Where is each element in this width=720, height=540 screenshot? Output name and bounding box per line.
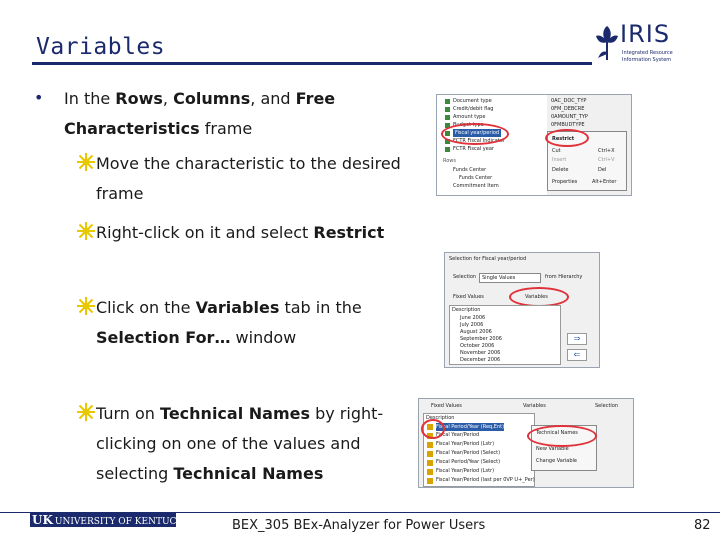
screenshot-technical-names (418, 398, 634, 488)
slide-title: Variables (36, 34, 166, 60)
highlight-circle (545, 129, 589, 147)
characteristics-term: Characteristics (64, 119, 200, 138)
list-header: Description (426, 415, 455, 421)
move-text-line2: frame (96, 184, 144, 203)
screenshot-selection-window (444, 252, 600, 368)
list-item[interactable]: November 2006 (460, 350, 501, 356)
tree-item[interactable]: Document type (453, 98, 492, 104)
list-item[interactable]: Fiscal Year/Period (last per 0VP U+_Per) (436, 477, 535, 483)
iris-flower-icon (592, 22, 622, 62)
tree-item[interactable]: FCTR Fiscal year (453, 146, 494, 152)
list-item[interactable]: June 2006 (460, 315, 486, 321)
technical-names-term: Technical Names (173, 464, 324, 483)
list-item[interactable]: Fiscal Period/Year (Select) (436, 459, 501, 465)
text: Click on the (96, 298, 196, 317)
page-number: 82 (694, 518, 711, 533)
list-item-selected[interactable]: Fiscal Period/Year (Req,Ent) (436, 424, 505, 430)
logo-tagline-2: Information System (622, 57, 672, 63)
menu-item-technical-names[interactable]: Technical Names (536, 430, 578, 436)
list-item[interactable]: October 2006 (460, 343, 495, 349)
tab-variables[interactable]: Variables (525, 294, 548, 300)
highlight-circle (441, 123, 509, 145)
list-header: Description (452, 307, 481, 313)
list-item[interactable]: August 2006 (460, 329, 492, 335)
menu-item-insert[interactable]: Insert (552, 157, 567, 163)
click-text-line1 (96, 298, 362, 318)
footer-title: BEX_305 BEx-Analyzer for Power Users (232, 518, 486, 533)
tree-item-selected[interactable]: Fiscal year/period (455, 130, 500, 136)
star-bullet-icon (76, 296, 96, 316)
highlight-circle (421, 419, 445, 439)
values-list (449, 305, 561, 365)
tree-item[interactable]: Amount type (453, 114, 486, 120)
text: , (162, 89, 174, 108)
selection-for-term: Selection For… (96, 328, 231, 347)
text: frame (199, 119, 253, 138)
tree-item[interactable]: FCTR Fiscal Indicator (453, 138, 505, 144)
uk-name: UNIVERSITY OF KENTUCKY (54, 517, 189, 527)
list-item[interactable]: July 2006 (460, 322, 484, 328)
highlight-circle (509, 287, 569, 307)
menu-item-cut[interactable]: Cut (552, 148, 561, 154)
main-bullet-line2 (64, 119, 252, 139)
menu-item-change-variable[interactable]: Change Variable (536, 458, 577, 464)
logo-tagline-1: Integrated Resource (622, 50, 673, 56)
tree-item[interactable]: Funds Center (459, 175, 493, 181)
move-left-arrow-icon[interactable]: ⇐ (567, 349, 587, 361)
tab-fixed-values[interactable]: Fixed Values (453, 294, 484, 300)
restrict-text (96, 223, 384, 243)
code-cell: 0AMOUNT_TYP (551, 114, 588, 120)
main-bullet-line1 (64, 89, 335, 109)
selection-label: Selection (453, 274, 477, 280)
bullet-marker: • (34, 88, 44, 107)
text: In the (64, 89, 116, 108)
text: Turn on (96, 404, 161, 423)
menu-shortcut: Alt+Enter (592, 179, 617, 185)
turn-text-line3 (96, 464, 323, 484)
text: by right- (310, 404, 384, 423)
list-item[interactable]: Fiscal Year/Period (436, 432, 480, 438)
menu-item-properties[interactable]: Properties (552, 179, 578, 185)
text: window (230, 328, 297, 347)
code-cell: 0FMBUDTYPE (551, 122, 585, 128)
tree-item[interactable]: Commitment Item (453, 183, 499, 189)
star-bullet-icon (76, 221, 96, 241)
menu-item-delete[interactable]: Delete (552, 167, 569, 173)
window-title: Selection for Fiscal year/period (449, 256, 527, 262)
free-term: Free (295, 89, 336, 108)
uk-letters: UK (32, 513, 53, 527)
screenshot-restrict-menu (436, 94, 632, 196)
move-right-arrow-icon[interactable]: ⇒ (567, 333, 587, 345)
menu-shortcut: Del (598, 167, 607, 173)
selection-dropdown[interactable]: Single Values (479, 273, 541, 283)
list-item[interactable]: December 2006 (460, 357, 501, 363)
tree-item[interactable]: Credit/debit flag (453, 106, 494, 112)
list-item[interactable]: Fiscal Year/Period (Lstr) (436, 468, 495, 474)
variables-term: Variables (195, 298, 280, 317)
star-bullet-icon (76, 152, 96, 172)
free-chars-label: Rows (443, 158, 457, 164)
tab-variables[interactable]: Variables (523, 403, 546, 409)
list-item[interactable]: Fiscal Year/Period (Select) (436, 450, 501, 456)
tab-selection[interactable]: Selection (595, 403, 619, 409)
text: , and (250, 89, 296, 108)
tree-item[interactable]: Budget type (453, 122, 484, 128)
list-item[interactable]: September 2006 (460, 336, 502, 342)
menu-item-new-variable[interactable]: New Variable (536, 446, 569, 452)
list-item[interactable]: Fiscal Year/Period (Lstr) (436, 441, 495, 447)
logo-text: IRIS (620, 20, 671, 48)
star-bullet-icon (76, 402, 96, 422)
menu-shortcut: Ctrl+X (598, 148, 615, 154)
tree-item[interactable]: Funds Center (453, 167, 487, 173)
columns-term: Columns (173, 89, 251, 108)
text: Right-click on it and select (96, 223, 314, 242)
title-underline (32, 62, 592, 65)
turn-text-line1 (96, 404, 383, 424)
iris-logo (592, 22, 676, 68)
uk-logo (30, 513, 189, 527)
rows-term: Rows (115, 89, 163, 108)
highlight-circle (527, 425, 597, 447)
technical-names-term: Technical Names (160, 404, 310, 423)
restrict-term: Restrict (313, 223, 385, 242)
text: selecting (96, 464, 174, 483)
menu-shortcut: Ctrl+V (598, 157, 615, 163)
move-text-line1: Move the characteristic to the desired (96, 154, 401, 173)
code-cell: 0AC_DOC_TYP (551, 98, 587, 104)
from-hierarchy-label[interactable]: from Hierarchy (545, 274, 583, 280)
text: tab in the (279, 298, 362, 317)
turn-text-line2: clicking on one of the values and (96, 434, 361, 453)
menu-item-restrict[interactable]: Restrict (552, 136, 575, 142)
click-text-line2 (96, 328, 296, 348)
code-cell: 0FM_DEBCRE (551, 106, 585, 112)
tab-fixed-values[interactable]: Fixed Values (431, 403, 462, 409)
